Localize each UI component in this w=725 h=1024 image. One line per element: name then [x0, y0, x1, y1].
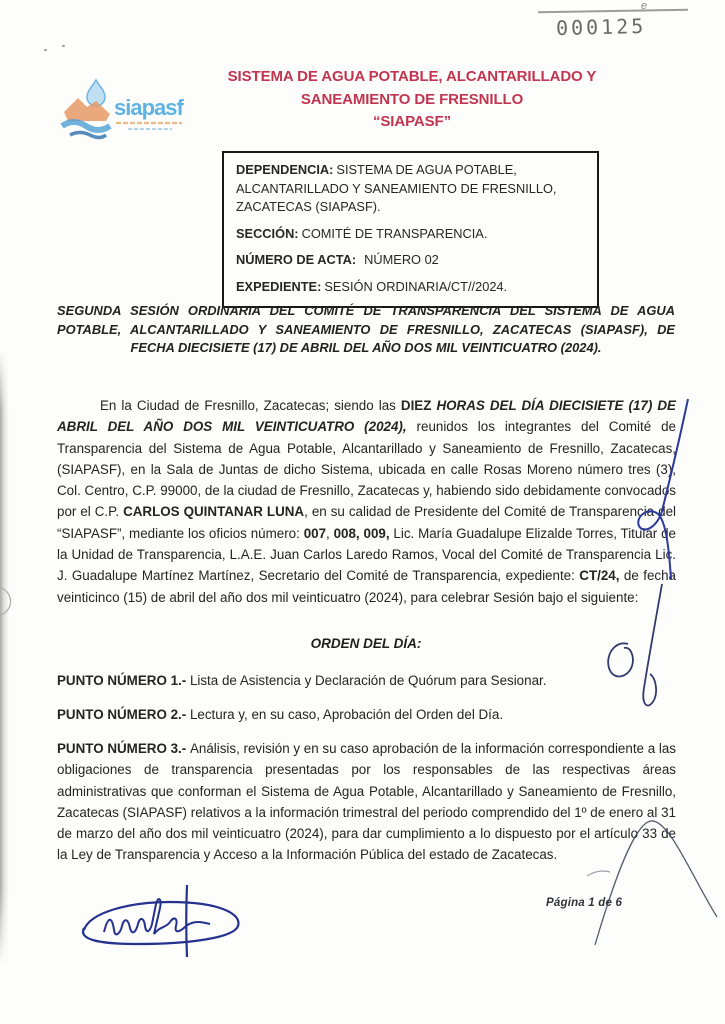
paper-curl-mark: [0, 585, 21, 619]
info-label: NÚMERO DE ACTA:: [236, 252, 357, 267]
logo-wave-shape-2: [70, 133, 106, 138]
orden-del-dia-heading: ORDEN DEL DÍA:: [310, 636, 422, 651]
folio-number-stamp: 000125: [555, 13, 647, 41]
folio-rule-line: [538, 9, 688, 13]
info-label: DEPENDENCIA:: [236, 162, 334, 177]
opening-paragraph: En la Ciudad de Fresnillo, Zacatecas; siendo las DIEZ HORAS DEL DÍA DIECISIETE (17) DE ABRIL DEL AÑO DOS MIL VEINTICUATRO (2024), reunidos los integrantes del Comité de Transparencia del Sistema de Agua Potable, Alcantarillado y Saneamiento de Fresnillo, Zacatecas, (SIAPASF), en la Sala de Juntas de dicho Sistema, ubicada en calle Rosas Moreno número tres (3), Col. Centro, C.P. 99000, de la ciudad de Fresnillo, Zacatecas y, habiendo sido debidamente convocados por el C.P. CARLOS QUINTANAR LUNA, en su calidad de Presidente del Comité de Transparencia del “SIAPASF”, mediante los oficios número: 007, 008, 009, Lic. María Guadalupe Elizalde Torres, Titular de la Unidad de Transparencia, L.A.E. Juan Carlos Laredo Ramos, Vocal del Comité de Transparencia Lic. J. Guadalupe Martínez Martínez, Secretario del Comité de Transparencia, expediente: CT/24, de fecha veinticinco (15) de abril del año dos mil veinticuatro (2024), para celebrar Sesión bajo el siguiente:: [57, 398, 677, 605]
info-value: COMITÉ DE TRANSPARENCIA.: [301, 225, 488, 241]
margin-pen-mark-2: [598, 578, 693, 723]
info-value: SISTEMA DE AGUA POTABLE, ALCANTARILLADO Y SANEAMIENTO DE FRESNILLO, ZACATECAS (SIAPASF).: [236, 162, 557, 214]
info-row-dependencia: [236, 161, 585, 217]
logo-wordmark: siapasf: [114, 95, 183, 120]
scan-edge-shadow: [0, 350, 9, 965]
siapasf-logo-icon: [56, 74, 188, 150]
info-label: EXPEDIENTE:: [236, 278, 322, 294]
folio-pen-tick: e: [641, 0, 648, 12]
handwritten-signature: [70, 882, 250, 960]
agenda-item-3: PUNTO NÚMERO 3.- Análisis, revisión y en su caso aprobación de la información correspondiente a las obligaciones de transparencia presentadas por los responsables de las respectivas áreas administrativas que conforman el Sistema de Agua Potable, Alcantarillado y Saneamiento de Fresnillo, Zacatecas (SIAPASF) relativos a la información trimestral del periodo comprendido del 1º de enero al 31 de marzo del año dos mil veinticuatro (2024), para dar cumplimiento a lo dispuesto por el artículo 33 de la Ley de Transparencia y Acceso a la Información Pública del estado de Zacatecas.: [57, 741, 676, 863]
document-title: [192, 66, 632, 134]
document-title-line-1: SISTEMA DE AGUA POTABLE, ALCANTARILLADO Y: [227, 68, 597, 85]
document-info-box: [222, 151, 599, 308]
info-row-numero-acta: [236, 251, 585, 270]
margin-pen-mark-1: [618, 393, 703, 588]
scan-speck: [44, 49, 47, 51]
margin-pen-arch-mark: [583, 793, 725, 953]
logo-wave-shape: [62, 122, 110, 130]
info-value: SESIÓN ORDINARIA/CT//2024.: [324, 278, 508, 294]
agenda-item-2: PUNTO NÚMERO 2.- Lectura y, en su caso, Aprobación del Orden del Día.: [57, 707, 504, 722]
document-title-line-2: SANEAMIENTO DE FRESNILLO: [300, 90, 524, 108]
info-value: NÚMERO 02: [364, 252, 439, 267]
agenda-item-1: PUNTO NÚMERO 1.- Lista de Asistencia y Declaración de Quórum para Sesionar.: [57, 673, 547, 688]
scan-speck: [62, 45, 66, 48]
page-number-label: Página 1 de 6: [546, 897, 623, 909]
info-label: SECCIÓN:: [236, 225, 299, 241]
info-row-expediente: [236, 278, 585, 297]
document-title-line-3: “SIAPASF”: [373, 113, 451, 130]
info-row-seccion: [236, 225, 585, 244]
session-subject-heading: SEGUNDA SESIÓN ORDINARIA DEL COMITÉ DE TRANSPARENCIA DEL SISTEMA DE AGUA POTABLE, ALCANTARILLADO Y SANEAMIENTO DE FRESNILLO, ZACATECAS (SIAPASF), DE FECHA DIECISIETE (17) DE ABRIL DEL AÑO DOS MIL VEINTICUATRO (2024).: [57, 303, 675, 356]
